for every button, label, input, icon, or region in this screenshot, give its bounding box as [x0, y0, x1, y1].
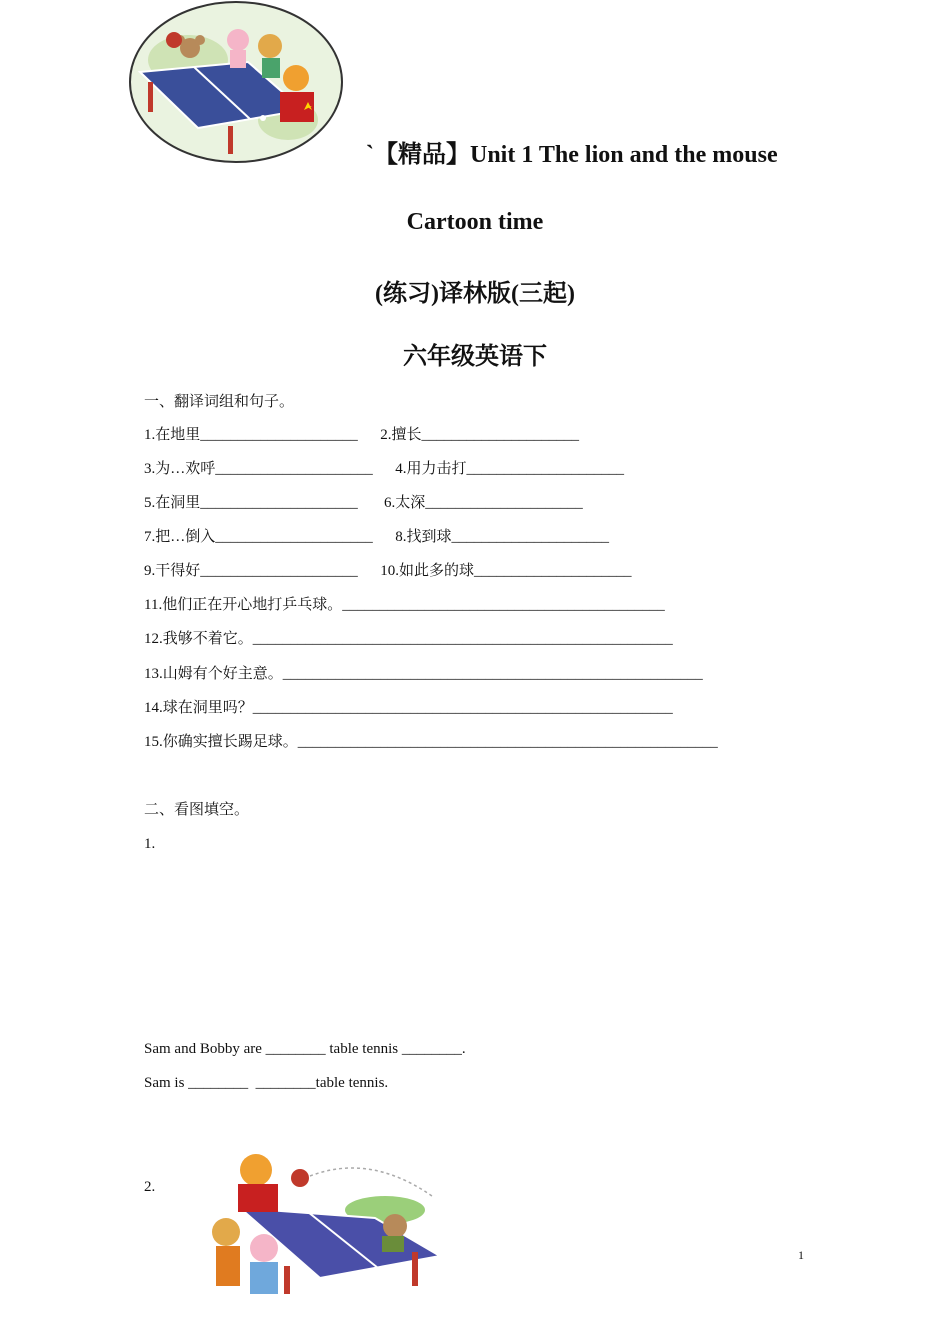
question-1-label: 1.: [144, 836, 156, 852]
translate-row-5: 9.干得好_____________________ 10.如此多的球_____________________: [144, 563, 632, 579]
translate-row-7: 12.我够不着它。________________________________________________________: [144, 631, 673, 647]
question-1-sentence-1: Sam and Bobby are ________ table tennis ________.: [144, 1041, 466, 1057]
question-2-label: 2.: [144, 1179, 156, 1195]
translate-row-2: 3.为…欢呼_____________________ 4.用力击打_____________________: [144, 461, 625, 477]
table-tennis-illustration: [200, 1148, 450, 1304]
translate-row-1: 1.在地里_____________________ 2.擅长_____________________: [144, 427, 580, 443]
title-line-4: 六年级英语下: [403, 344, 547, 370]
title-line-3: (练习)译林版(三起): [375, 281, 575, 307]
translate-row-9: 14.球在洞里吗？________________________________________________________: [144, 700, 673, 716]
section2-heading: 二、看图填空。: [144, 802, 250, 818]
translate-row-10: 15.你确实擅长踢足球。________________________________________________________: [144, 734, 718, 750]
translate-row-3: 5.在洞里_____________________ 6.太深_____________________: [144, 495, 583, 511]
cartoon-oval-illustration: [128, 0, 348, 168]
title-line-2: Cartoon time: [406, 209, 544, 235]
title-line-1: `【精品】Unit 1 The lion and the mouse: [366, 142, 778, 168]
translate-row-6: 11.他们正在开心地打乒乓球。___________________________________________: [144, 597, 665, 613]
question-1-sentence-2: Sam is ________ ________table tennis.: [144, 1075, 389, 1091]
translate-row-8: 13.山姆有个好主意。________________________________________________________: [144, 666, 703, 682]
page-number: 1: [798, 1248, 804, 1262]
section1-heading: 一、翻译词组和句子。: [144, 394, 295, 410]
translate-row-4: 7.把…倒入_____________________ 8.找到球_____________________: [144, 529, 610, 545]
